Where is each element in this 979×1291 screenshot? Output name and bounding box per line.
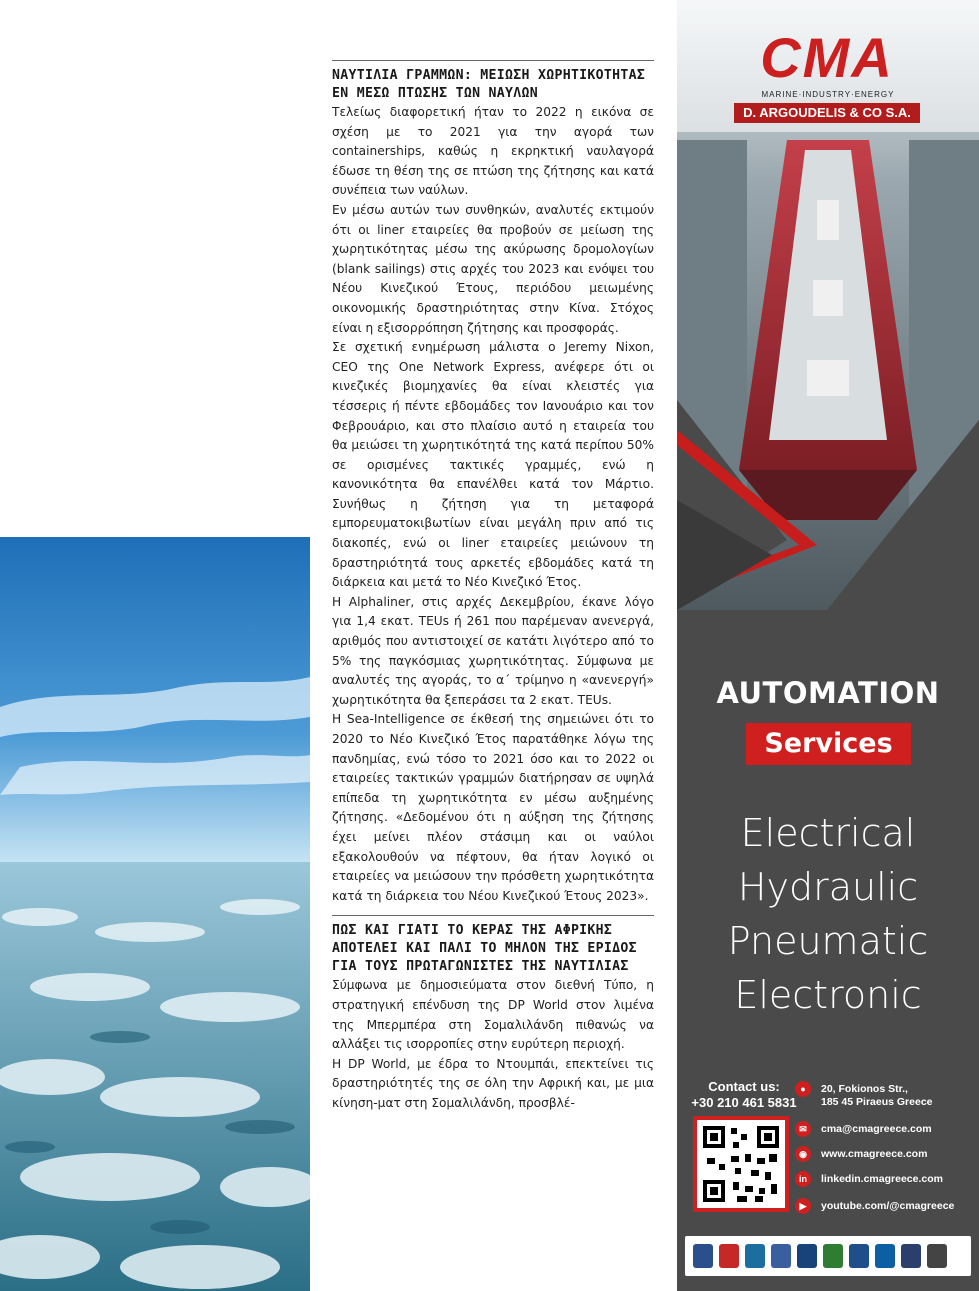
globe-icon: ◉ (795, 1146, 811, 1162)
website-link[interactable]: www.cmagreece.com (821, 1148, 928, 1160)
cma-advertisement (677, 0, 979, 1291)
certification-badge (927, 1244, 947, 1268)
certification-badge (745, 1244, 765, 1268)
location-pin-icon: ● (795, 1081, 811, 1097)
qr-code[interactable] (693, 1116, 789, 1212)
linkedin-icon: in (795, 1171, 811, 1187)
certification-badge (693, 1244, 713, 1268)
youtube-link[interactable]: youtube.com/@cmagreece (821, 1200, 955, 1212)
certification-badge (771, 1244, 791, 1268)
paragraph: Εν μέσω αυτών των συνθηκών, αναλυτές εκτιμούν ότι οι liner εταιρείες θα προβούν σε μείωση της χωρητικότητας μέσω της ακύρωσης δρομολογίων (blank sailings) στις αρχές του 2023 και ενόψει του Νέου Κινεζικού Έτους, περιόδου μειωμένης οικονομικής δραστηριότητας στην Κίνα. Στόχος είναι η εξισορρόπηση ζήτησης και προσφοράς. (332, 202, 654, 335)
logo-tagline: MARINE·INDUSTRY·ENERGY (761, 90, 895, 99)
capability-item: Hydraulic (737, 865, 919, 909)
paragraph: Η Sea-Intelligence σε έκθεσή της σημειώνει ότι το 2020 το Νέο Κινεζικό Έτος παρατάθηκε λόγω της πανδημίας, ενώ τόσο το 2021 όσο και το 2022 οι εταιρείες τακτικών γραμμών διατήρησαν σε υψηλά επίπεδα τη χωρητικότητα εν μέσω αυξημένης ζήτησης. «Δεδομένου ότι η αύξηση της ζήτησης έχει μείνει πλέον στάσιμη και οι ναύλοι εξακολουθούν να πέφτουν, θα ήταν λογικό οι εταιρείες να μειώσουν την πρόσθετη χωρητικότητα κατά τη διάρκεια του Νέου Κινεζικού Έτους 2023». (332, 712, 654, 903)
address-line-1: 20, Fokionos Str., (821, 1083, 908, 1095)
certification-badge (901, 1244, 921, 1268)
sea-ice-photo (0, 537, 310, 1291)
section2-headline: ΠΩΣ ΚΑΙ ΓΙΑΤΙ ΤΟ ΚΕΡΑΣ ΤΗΣ ΑΦΡΙΚΗΣ ΑΠΟΤΕΛΕΙ ΚΑΙ ΠΑΛΙ ΤΟ ΜΗΛΟΝ ΤΗΣ ΕΡΙΔΟΣ ΓΙΑ ΤΟΥΣ ΠΡΩΤΑΓΩΝΙΣΤΕΣ ΤΗΣ ΝΑΥΤΙΛΙΑΣ (332, 923, 637, 975)
paragraph: Σύμφωνα με δημοσιεύματα στον διεθνή Τύπο, η στρατηγική επένδυση της DP World στον λιμένα της Μπερμπέρα στη Σομαλιλάνδη πιθανώς να αλλάξει τις ισορροπίες στην ευρύτερη περιοχή. (332, 978, 654, 1052)
certification-logos (685, 1236, 971, 1276)
email-link[interactable]: cma@cmagreece.com (821, 1123, 932, 1135)
linkedin-link[interactable]: linkedin.cmagreece.com (821, 1173, 943, 1185)
logo-wordmark: CMA (760, 26, 894, 89)
certification-badge (823, 1244, 843, 1268)
contact-block (685, 1079, 803, 1111)
capability-item: Pneumatic (727, 919, 929, 963)
cma-logo (677, 0, 979, 132)
company-name: D. ARGOUDELIS & CO S.A. (734, 103, 920, 123)
capability-item: Electrical (740, 811, 916, 855)
email-icon: ✉ (795, 1121, 811, 1137)
capabilities-list (677, 806, 979, 1022)
paragraph: Σε σχετική ενημέρωση μάλιστα ο Jeremy Nixon, CEO της One Network Express, ανέφερε ότι οι κινεζικές βιομηχανίες θα είναι κλειστές για τέσσερις ή πέντε εβδομάδες τον Ιανουάριο και τον Φεβρουάριο, και στο πλαίσιο αυτό η εταιρεία του θα μειώσει τη χωρητικότητά της κατά περίπου 50% σε ορισμένες τακτικές γραμμές, ενώ η κανονικότητα θα επανέλθει κατά τον Μάρτιο. Συνήθως η ζήτηση για τη μεταφορά εμπορευματοκιβωτίων είναι μεγάλη πριν από τις διακοπές, ενώ οι liner εταιρείες μειώνουν τη δραστηριότητά τους αρκετές εβδομάδες κατά τη διάρκεια και μετά το Νέο Κινεζικό Έτος. (332, 340, 654, 590)
certification-badge (797, 1244, 817, 1268)
section-divider (332, 915, 654, 916)
capability-item: Electronic (734, 973, 922, 1017)
paragraph: Τελείως διαφορετική ήταν το 2022 η εικόνα σε σχέση με το 2021 για την αγορά των containerships, καθώς η εκρηκτική ναυλαγορά έδωσε τη θέση της σε πτώση της ζήτησης και κατά συνέπεια των ναύλων. (332, 105, 654, 198)
contact-label: Contact us: (708, 1079, 780, 1094)
section1-headline: ΝΑΥΤΙΛΙΑ ΓΡΑΜΜΩΝ: ΜΕΙΩΣΗ ΧΩΡΗΤΙΚΟΤΗΤΑΣ ΕΝ ΜΕΣΩ ΠΤΩΣΗΣ ΤΩΝ ΝΑΥΛΩΝ (332, 68, 646, 101)
services-badge: Services (746, 723, 911, 765)
address-line-2: 185 45 Piraeus Greece (821, 1096, 933, 1108)
automation-heading: AUTOMATION (716, 676, 940, 710)
section-divider (332, 60, 654, 61)
paragraph: Η Alphaliner, στις αρχές Δεκεμβρίου, έκανε λόγο για 1,4 εκατ. TEUs ή 261 που παρέμεναν ανενεργά, αριθμός που αντιστοιχεί σε κατάτι λιγότερο από το 5% της παγκόσμιας χωρητικότητας. Σύμφωνα με αναλυτές της αγοράς, το α΄ τρίμηνο η «ανενεργή» χωρητικότητα θα ξεπεράσει τα 2 εκατ. TEUs. (332, 594, 654, 707)
certification-badge (875, 1244, 895, 1268)
certification-badge (719, 1244, 739, 1268)
youtube-icon: ▶ (795, 1198, 811, 1214)
contact-phone: +30 210 461 5831 (691, 1095, 797, 1110)
certification-badge (849, 1244, 869, 1268)
article-column (332, 60, 654, 1114)
paragraph: Η DP World, με έδρα το Ντουμπάι, επεκτείνει τις δραστηριότητές της σε όλη την Αφρική και, με μια κίνηση-ματ στη Σομαλιλάνδη, προσβλέ- (332, 1056, 654, 1110)
